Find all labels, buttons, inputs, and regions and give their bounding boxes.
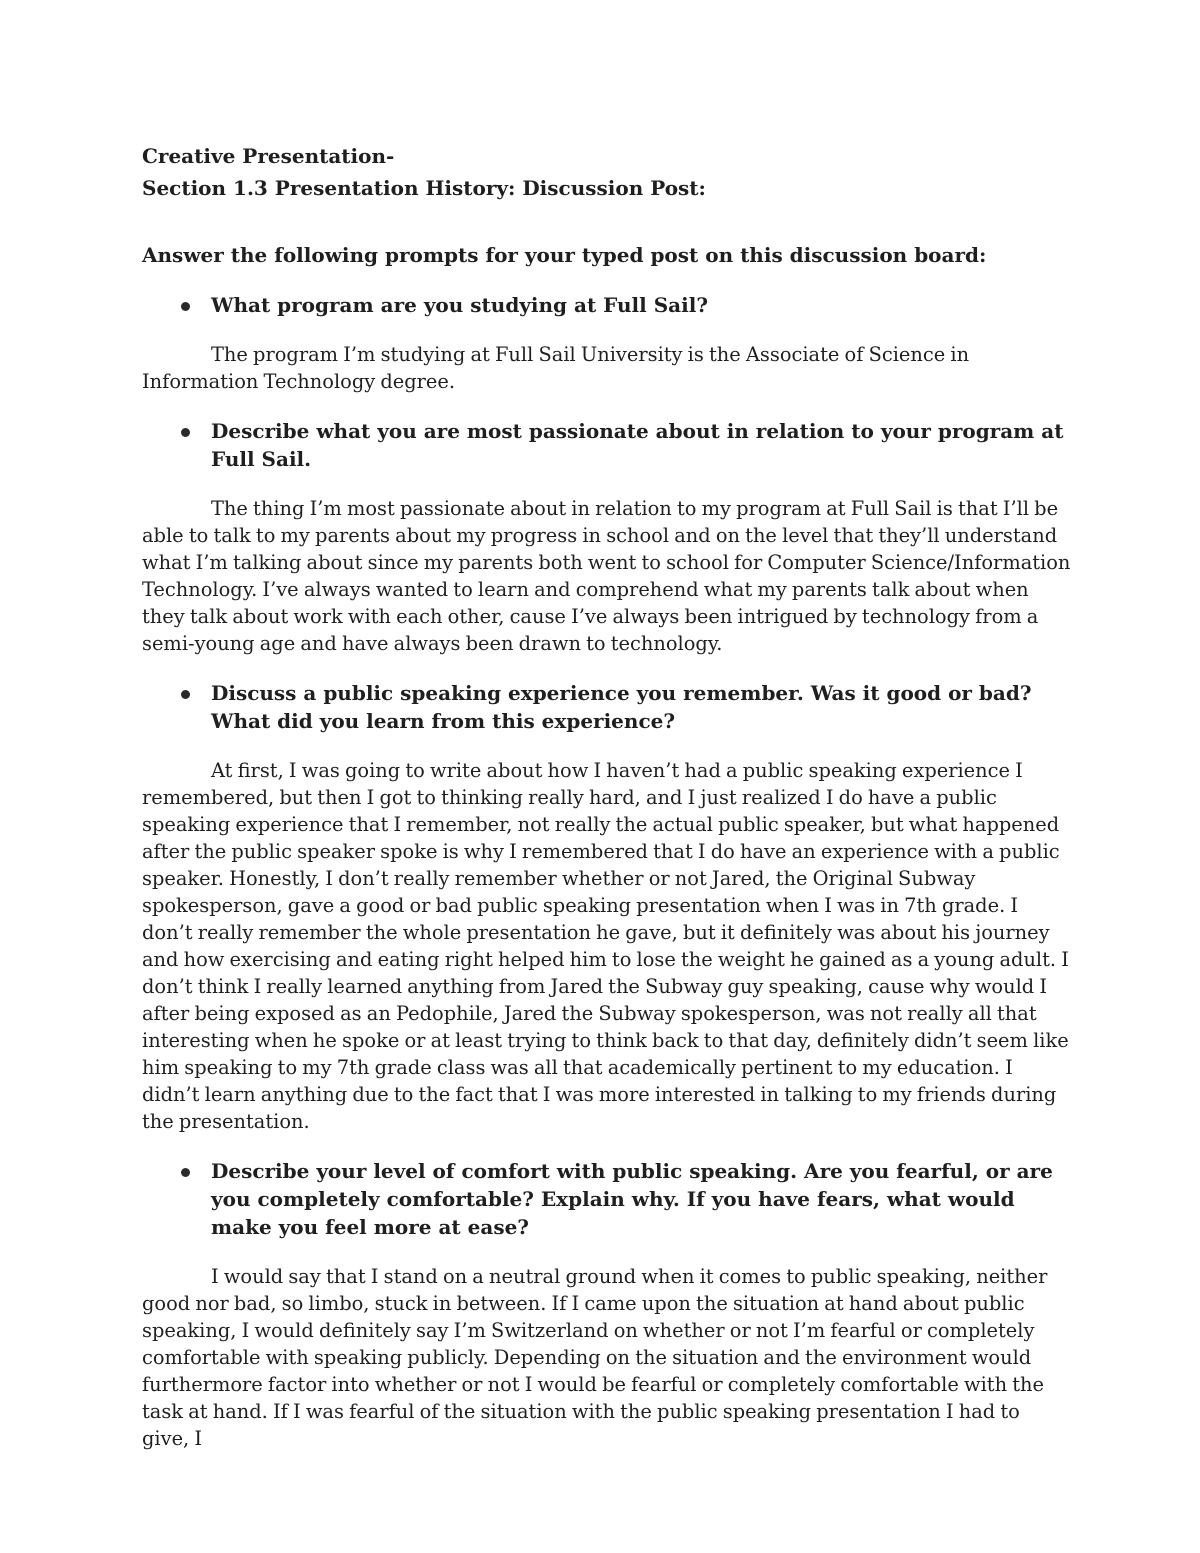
bullet-icon xyxy=(181,690,190,699)
prompt-1 xyxy=(142,291,1072,319)
prompt-text: Describe your level of comfort with public speaking. Are you fearful, or are you completely comfortable? Explain why. If you have fears, what would make you feel more at ease? xyxy=(211,1159,1053,1239)
bullet-icon xyxy=(181,1168,190,1177)
answer-3: At first, I was going to write about how I haven’t had a public speaking experience I remembered, but then I got to thinking really hard, and I just realized I do have a public speaking experience that I remember, not really the actual public speaker, but what happened after the public speaker spoke is why I remembered that I do have an experience with a public speaker. Honestly, I don’t really remember whether or not Jared, the Original Subway spokesperson, gave a good or bad public speaking presentation when I was in 7th grade. I don’t really remember the whole presentation he gave, but it definitely was about his journey and how exercising and eating right helped him to lose the weight he gained as a young adult. I don’t think I really learned anything from Jared the Subway guy speaking, cause why would I after being exposed as an Pedophile, Jared the Subway spokesperson, was not really all that interesting when he spoke or at least trying to think back to that day, definitely didn’t seem like him speaking to my 7th grade class was all that academically pertinent to my education. I didn’t learn anything due to the fact that I was more interested in talking to my friends during the presentation. xyxy=(142,759,1069,1133)
instructions-text: Answer the following prompts for your typed post on this discussion board: xyxy=(142,243,987,267)
answer-4: I would say that I stand on a neutral ground when it comes to public speaking, neither good nor bad, so limbo, stuck in between. If I came upon the situation at hand about public speaking, I would definitely say I’m Switzerland on whether or not I’m fearful or completely comfortable with speaking publicly. Depending on the situation and the environment would furthermore factor into whether or not I would be fearful or completely comfortable with the task at hand. If I was fearful of the situation with the public speaking presentation I had to give, I xyxy=(142,1265,1048,1450)
title-line-1: Creative Presentation- xyxy=(142,144,395,168)
prompt-text: Discuss a public speaking experience you remember. Was it good or bad? What did you learn from this experience? xyxy=(211,681,1032,733)
title-line-2: Section 1.3 Presentation History: Discussion Post: xyxy=(142,176,706,200)
prompt-2 xyxy=(142,417,1072,473)
bullet-icon xyxy=(181,428,190,437)
answer-1: The program I’m studying at Full Sail University is the Associate of Science in Information Technology degree. xyxy=(142,343,970,393)
answer-2: The thing I’m most passionate about in relation to my program at Full Sail is that I’ll be able to talk to my parents about my progress in school and on the level that they’ll understand what I’m talking about since my parents both went to school for Computer Science/Information Technology. I’ve always wanted to learn and comprehend what my parents talk about when they talk about work with each other, cause I’ve always been intrigued by technology from a semi-young age and have always been drawn to technology. xyxy=(142,497,1071,655)
bullet-icon xyxy=(181,302,190,311)
prompt-text: Describe what you are most passionate about in relation to your program at Full Sail. xyxy=(211,419,1064,471)
prompt-text: What program are you studying at Full Sail? xyxy=(211,293,709,317)
prompt-3 xyxy=(142,679,1072,735)
document-page xyxy=(142,140,1072,1452)
prompt-4 xyxy=(142,1157,1072,1241)
document-title xyxy=(142,140,1072,204)
